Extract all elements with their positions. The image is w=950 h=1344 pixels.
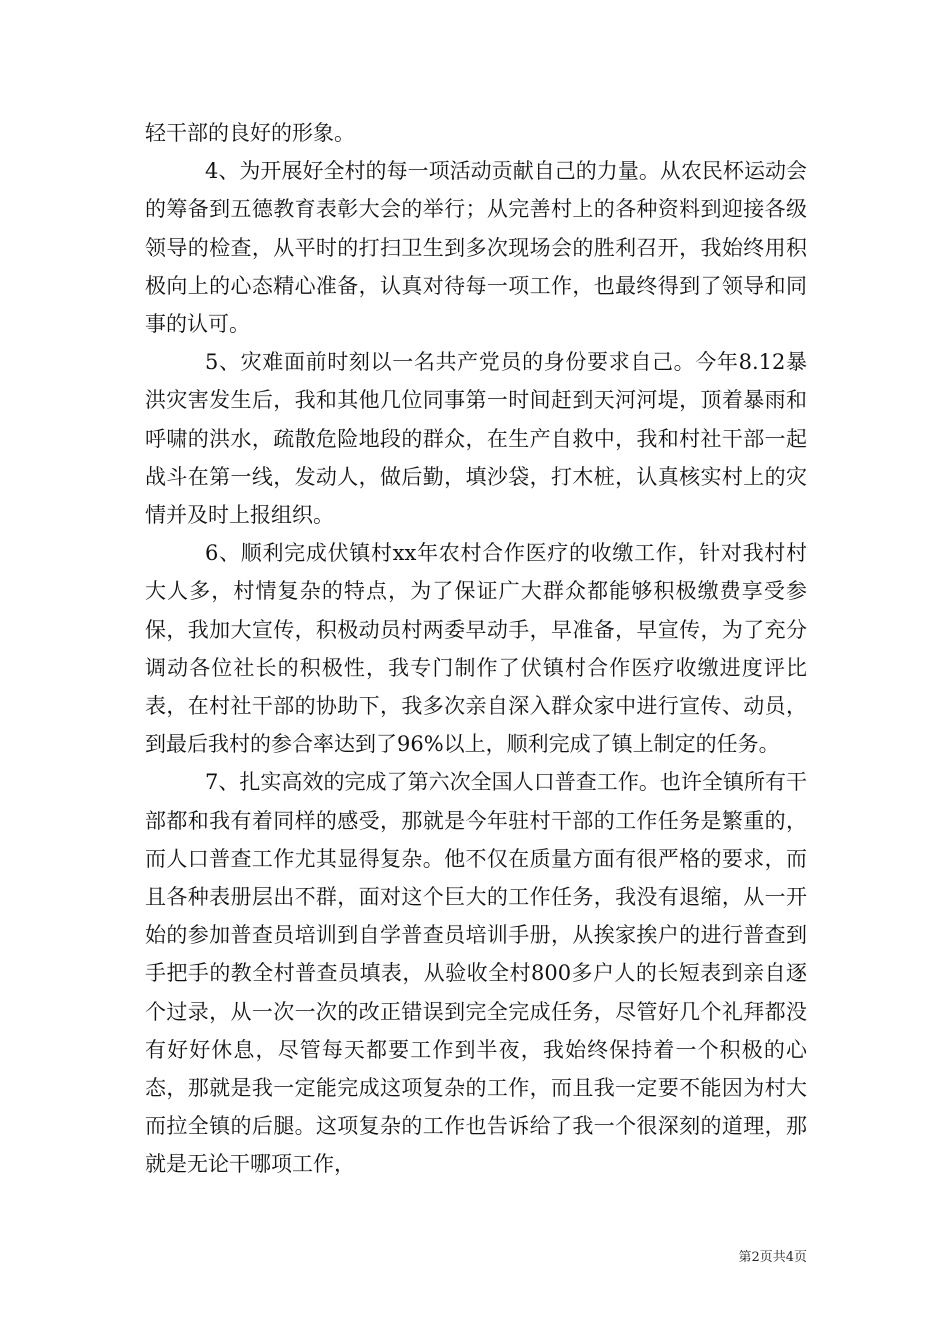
paragraph-continuation: 轻干部的良好的形象。	[145, 121, 355, 145]
page-number-footer: 第2页共4页	[738, 1250, 807, 1265]
paragraph-item-6: 6、顺利完成伏镇村xx年农村合作医疗的收缴工作，针对我村村大人多，村情复杂的特点，为了保证广大群众都能够积极缴费享受参保，我加大宣传，积极动员村两委早动手，早准备，早宣传，为了充分调动各位社长的积极性，我专门制作了伏镇村合作医疗收缴进度评比表，在村社干部的协助下，我多次亲自深入群众家中进行宣传、动员，到最后我村的参合率达到了96%以上，顺利完成了镇上制定的任务。	[145, 541, 807, 757]
paragraph-item-4: 4、为开展好全村的每一项活动贡献自己的力量。从农民杯运动会的筹备到五德教育表彰大会的举行；从完善村上的各种资料到迎接各级领导的检查，从平时的打扫卫生到多次现场会的胜利召开，我始终用积极向上的心态精心准备，认真对待每一项工作，也最终得到了领导和同事的认可。	[145, 159, 807, 337]
paragraph-item-7: 7、扎实高效的完成了第六次全国人口普查工作。也许全镇所有干部都和我有着同样的感受，那就是今年驻村干部的工作任务是繁重的，而人口普查工作尤其显得复杂。他不仅在质量方面有很严格的要求，而且各种表册层出不群，面对这个巨大的工作任务，我没有退缩，从一开始的参加普查员培训到自学普查员培训手册，从挨家挨户的进行普查到手把手的教全村普查员填表，从验收全村800多户人的长短表到亲自逐个过录，从一次一次的改正错误到完全完成任务，尽管好几个礼拜都没有好好休息，尽管每天都要工作到半夜，我始终保持着一个积极的心态，那就是我一定能完成这项复杂的工作，而且我一定要不能因为村大而拉全镇的后腿。这项复杂的工作也告诉给了我一个很深刻的道理，那就是无论干哪项工作，	[145, 770, 807, 1177]
paragraph-item-5: 5、灾难面前时刻以一名共产党员的身份要求自己。今年8.12暴洪灾害发生后，我和其他几位同事第一时间赶到天河河堤，顶着暴雨和呼啸的洪水，疏散危险地段的群众，在生产自救中，我和村社干部一起战斗在第一线，发动人，做后勤，填沙袋，打木桩，认真核实村上的灾情并及时上报组织。	[145, 350, 807, 528]
document-body	[145, 114, 807, 1184]
